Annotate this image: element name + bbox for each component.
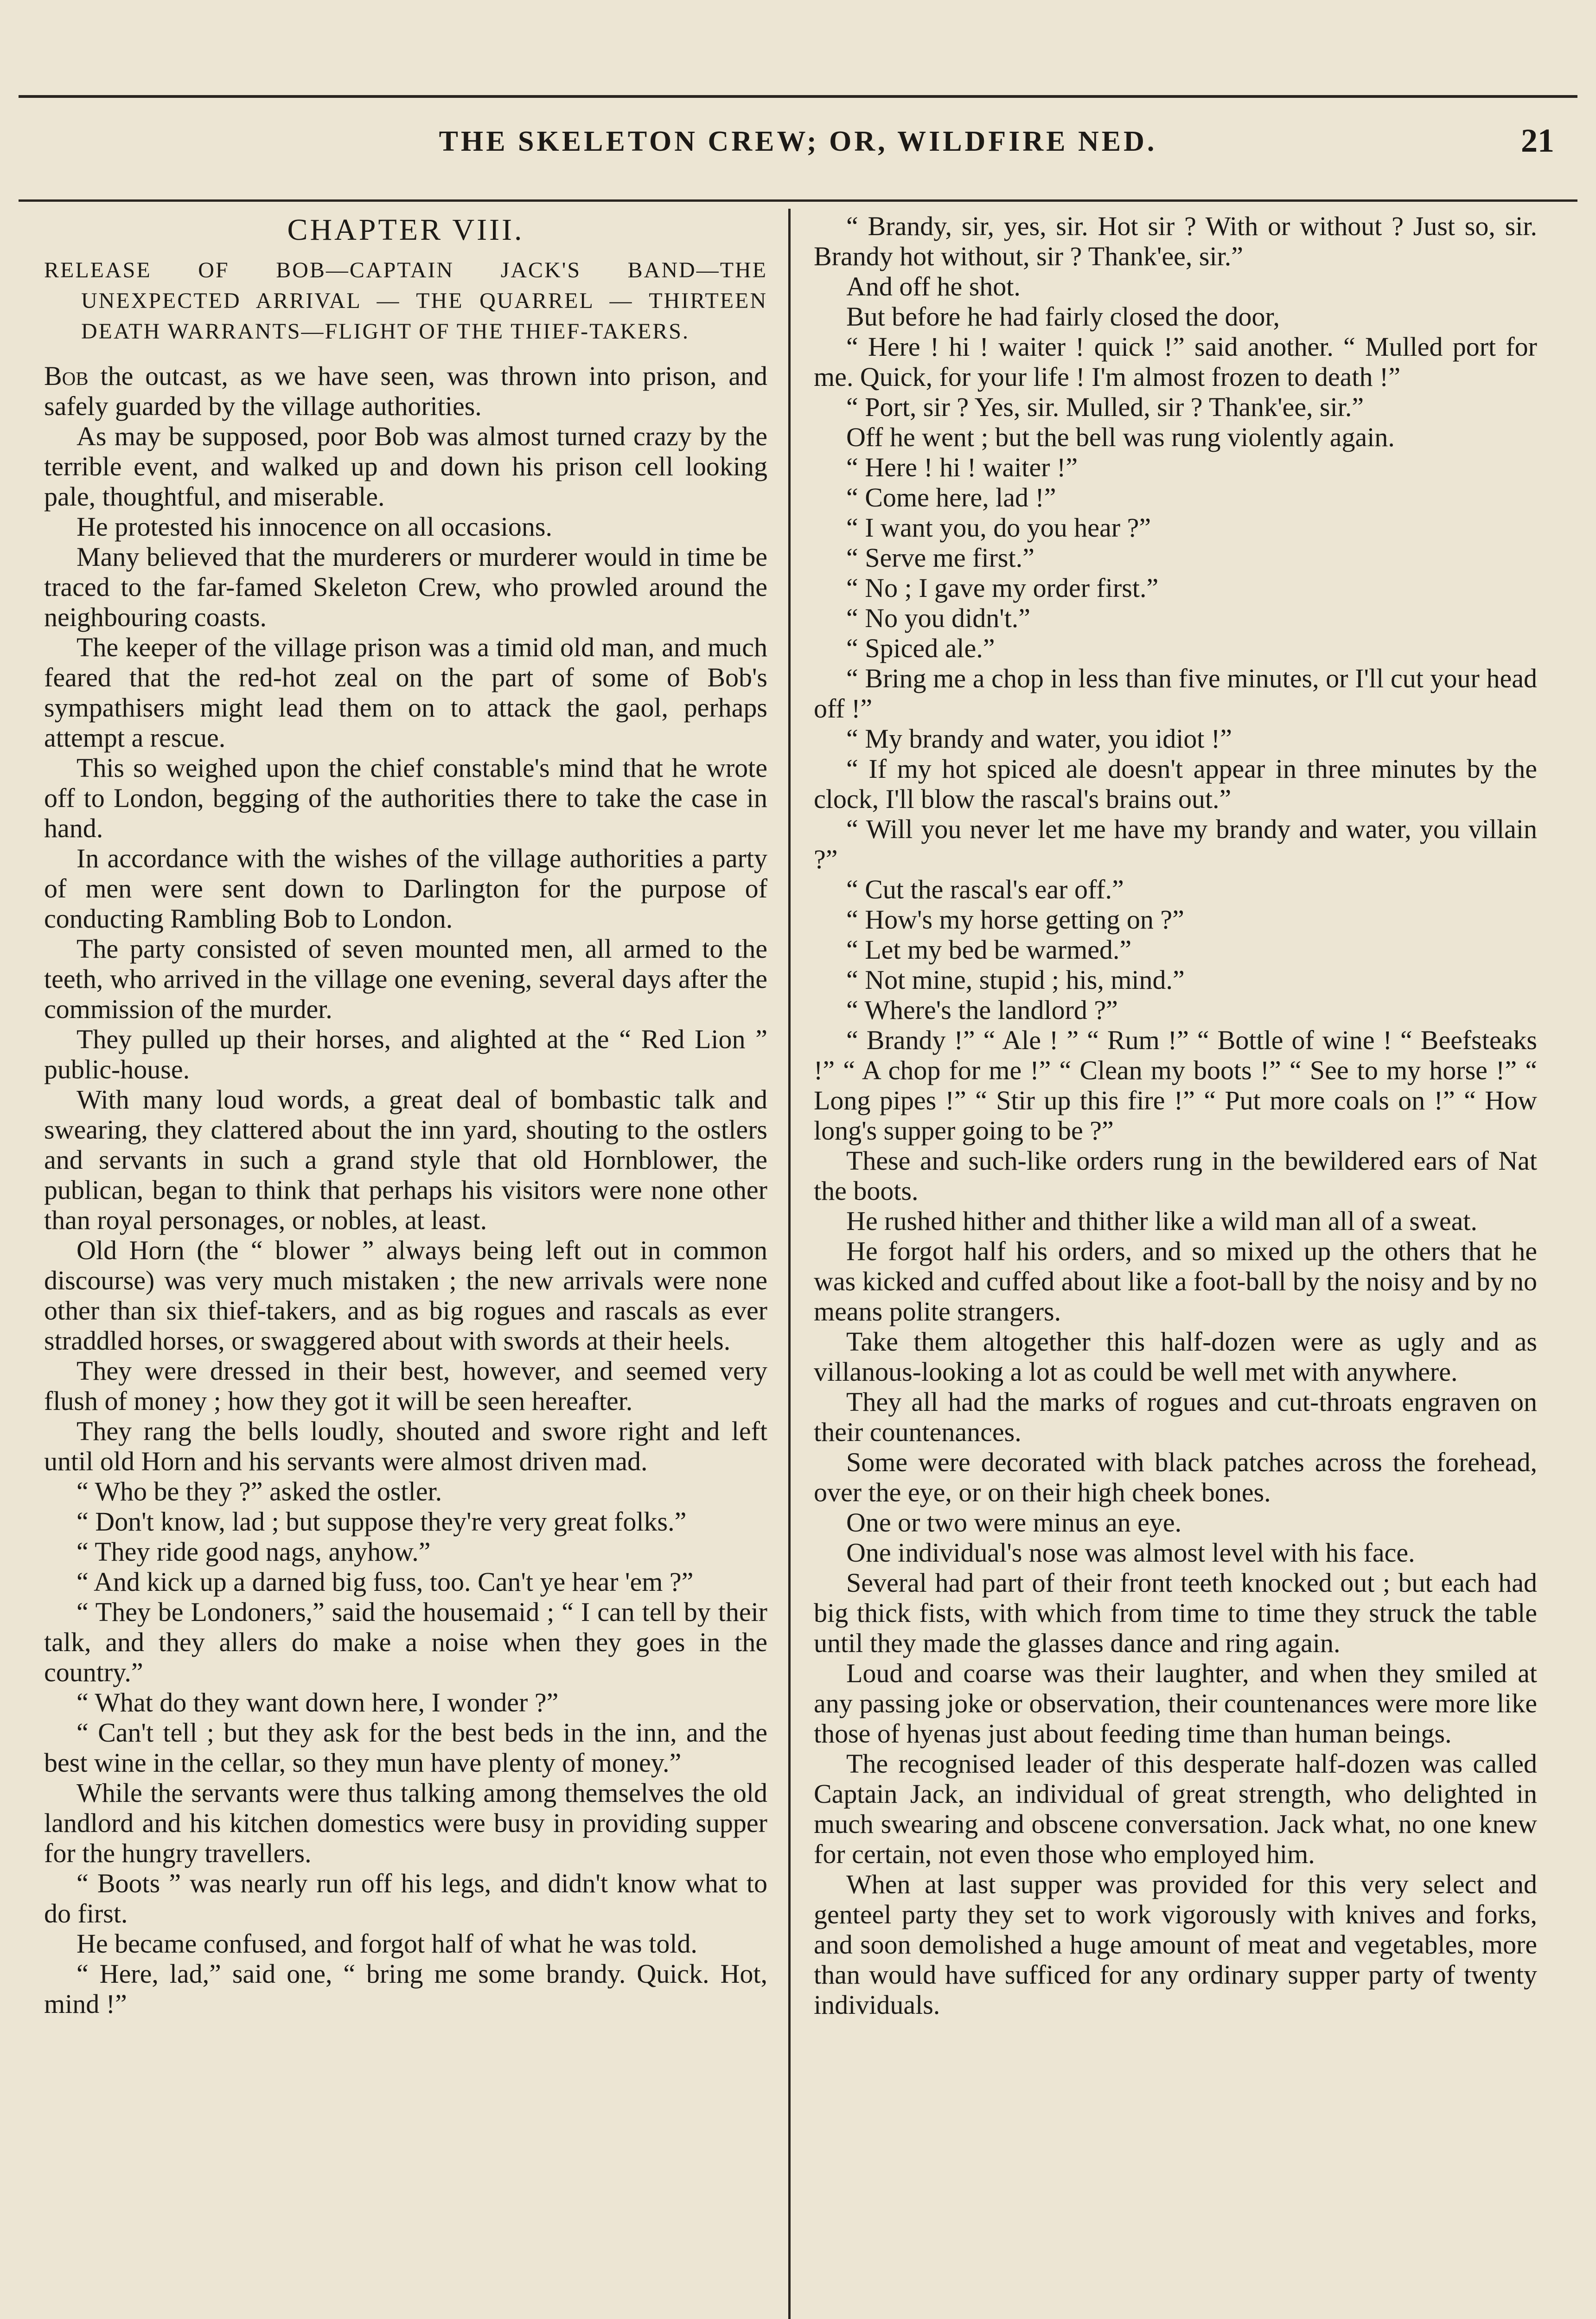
- left-paragraphs: [44, 421, 767, 2019]
- paragraph: “ Brandy, sir, yes, sir. Hot sir ? With or without ? Just so, sir. Brandy hot without, sir ? Thank'ee, sir.”: [814, 211, 1537, 271]
- paragraph: “ Boots ” was nearly run off his legs, and didn't know what to do first.: [44, 1868, 767, 1928]
- paragraph: Off he went ; but the bell was rung violently again.: [846, 422, 1395, 452]
- left-column: [44, 211, 767, 2019]
- paragraph: “ Spiced ale.”: [846, 633, 995, 663]
- paragraph: “ My brandy and water, you idiot !”: [846, 724, 1232, 754]
- paragraph: “ Don't know, lad ; but suppose they're very great folks.”: [77, 1506, 687, 1537]
- paragraph: They pulled up their horses, and alighted at the “ Red Lion ” public-house.: [44, 1024, 767, 1084]
- right-column: [814, 211, 1537, 2020]
- column-divider: [788, 209, 791, 2319]
- paragraph: These and such-like orders rung in the bewildered ears of Nat the boots.: [814, 1146, 1537, 1206]
- paragraph: This so weighed upon the chief constable's mind that he wrote off to London, begging of the authorities there to take the case in hand.: [44, 753, 767, 843]
- paragraph: “ Will you never let me have my brandy and water, you villain ?”: [814, 814, 1537, 874]
- paragraph: “ Brandy !” “ Ale ! ” “ Rum !” “ Bottle of wine ! “ Beefsteaks !” “ A chop for me !” “ Clean my boots !” “ See to my horse !” “ Long pipes !” “ Stir up this fire !” “ Put more coals on !” “ How long's supper going to be ?”: [814, 1025, 1537, 1146]
- paragraph: “ I want you, do you hear ?”: [846, 512, 1151, 543]
- chapter-title: CHAPTER VIII.: [287, 213, 524, 247]
- paragraph: “ Here ! hi ! waiter !”: [846, 452, 1078, 482]
- paragraph: “ Let my bed be warmed.”: [846, 935, 1132, 965]
- paragraph: “ No you didn't.”: [846, 603, 1031, 633]
- paragraph: “ How's my horse getting on ?”: [846, 904, 1184, 935]
- chapter-synopsis: RELEASE OF BOB—CAPTAIN JACK'S BAND—THE UNEXPECTED ARRIVAL — THE QUARREL — THIRTEEN DEATH WARRANTS—FLIGHT OF THE THIEF-TAKERS.: [44, 258, 767, 344]
- paragraph: “ Who be they ?” asked the ostler.: [77, 1476, 442, 1506]
- paragraph: “ They ride good nags, anyhow.”: [77, 1537, 431, 1567]
- paragraph: With many loud words, a great deal of bombastic talk and swearing, they clattered about the inn yard, shouting to the ostlers and servants in such a grand style that old Hornblower, the publican, began to think that perhaps his visitors were none other than royal personages, or nobles, at least.: [44, 1084, 767, 1235]
- paragraph: The recognised leader of this desperate half-dozen was called Captain Jack, an individual of great strength, who delighted in much swearing and obscene conversation. Jack what, no one knew for certain, not even those who employed him.: [814, 1749, 1537, 1869]
- paragraph: “ Here ! hi ! waiter ! quick !” said another. “ Mulled port for me. Quick, for your life ! I'm almost frozen to death !”: [814, 332, 1537, 392]
- paragraph: Old Horn (the “ blower ” always being left out in common discourse) was very much mistaken ; the new arrivals were none other than six thief-takers, and as big rogues and rascals as ever straddled horses, or swaggered about with swords at their heels.: [44, 1235, 767, 1356]
- paragraph: “ If my hot spiced ale doesn't appear in three minutes by the clock, I'll blow the rascal's brains out.”: [814, 754, 1537, 814]
- paragraph: “ Port, sir ? Yes, sir. Mulled, sir ? Thank'ee, sir.”: [846, 392, 1364, 422]
- paragraph: But before he had fairly closed the door,: [846, 301, 1280, 332]
- right-paragraphs: [814, 211, 1537, 2020]
- paragraph: “ Here, lad,” said one, “ bring me some brandy. Quick. Hot, mind !”: [44, 1959, 767, 2019]
- paragraph: They were dressed in their best, however, and seemed very flush of money ; how they got it will be seen hereafter.: [44, 1356, 767, 1416]
- opening-text: the outcast, as we have seen, was thrown into prison, and safely guarded by the village authorities.: [44, 361, 767, 421]
- paragraph: “ Serve me first.”: [846, 543, 1034, 573]
- header-rule-top: [19, 95, 1577, 98]
- paragraph: One or two were minus an eye.: [846, 1507, 1182, 1537]
- running-head: THE SKELETON CREW; OR, WILDFIRE NED.: [439, 126, 1157, 157]
- opening-word: Bob: [44, 361, 89, 391]
- opening-paragraph: [44, 361, 767, 421]
- paragraph: He forgot half his orders, and so mixed up the others that he was kicked and cuffed about like a foot-ball by the noisy and by no means polite strangers.: [814, 1236, 1537, 1326]
- paragraph: They rang the bells loudly, shouted and swore right and left until old Horn and his servants were almost driven mad.: [44, 1416, 767, 1476]
- paragraph: “ Cut the rascal's ear off.”: [846, 874, 1124, 904]
- paragraph: “ Not mine, stupid ; his, mind.”: [846, 965, 1185, 995]
- paragraph: Some were decorated with black patches across the forehead, over the eye, or on their high cheek bones.: [814, 1447, 1537, 1507]
- paragraph: He became confused, and forgot half of what he was told.: [77, 1928, 697, 1959]
- paragraph: The keeper of the village prison was a timid old man, and much feared that the red-hot zeal on the part of some of Bob's sympathisers might lead them on to attack the gaol, perhaps attempt a rescue.: [44, 632, 767, 753]
- paragraph: Several had part of their front teeth knocked out ; but each had big thick fists, with which from time to time they struck the table until they made the glasses dance and ring again.: [814, 1568, 1537, 1658]
- paragraph: And off he shot.: [846, 271, 1021, 301]
- paragraph: In accordance with the wishes of the village authorities a party of men were sent down to Darlington for the purpose of conducting Rambling Bob to London.: [44, 843, 767, 934]
- paragraph: He protested his innocence on all occasions.: [77, 512, 552, 542]
- paragraph: One individual's nose was almost level with his face.: [846, 1537, 1415, 1568]
- paragraph: “ What do they want down here, I wonder ?”: [77, 1687, 559, 1717]
- paragraph: “ And kick up a darned big fuss, too. Can't ye hear 'em ?”: [77, 1567, 694, 1597]
- paragraph: They all had the marks of rogues and cut-throats engraven on their countenances.: [814, 1387, 1537, 1447]
- page-number: 21: [1521, 122, 1554, 159]
- paragraph: When at last supper was provided for this very select and genteel party they set to work vigorously with knives and forks, and soon demolished a huge amount of meat and vegetables, more than would have sufficed for any ordinary supper party of twenty individuals.: [814, 1869, 1537, 2020]
- paragraph: As may be supposed, poor Bob was almost turned crazy by the terrible event, and walked up and down his prison cell looking pale, thoughtful, and miserable.: [44, 421, 767, 512]
- paragraph: “ They be Londoners,” said the housemaid ; “ I can tell by their talk, and they allers do make a noise when they goes in the country.”: [44, 1597, 767, 1687]
- paragraph: Loud and coarse was their laughter, and when they smiled at any passing joke or observation, their countenances were more like those of hyenas just about feeding time than human beings.: [814, 1658, 1537, 1749]
- paragraph: “ Where's the landlord ?”: [846, 995, 1118, 1025]
- paragraph: “ Bring me a chop in less than five minutes, or I'll cut your head off !”: [814, 663, 1537, 724]
- paragraph: Take them altogether this half-dozen were as ugly and as villanous-looking a lot as could be well met with anywhere.: [814, 1326, 1537, 1387]
- header-rule-bottom: [19, 199, 1577, 202]
- paragraph: He rushed hither and thither like a wild man all of a sweat.: [846, 1206, 1477, 1236]
- paragraph: “ No ; I gave my order first.”: [846, 573, 1159, 603]
- paragraph: “ Come here, lad !”: [846, 482, 1056, 512]
- paragraph: The party consisted of seven mounted men, all armed to the teeth, who arrived in the village one evening, several days after the commission of the murder.: [44, 934, 767, 1024]
- paragraph: Many believed that the murderers or murderer would in time be traced to the far-famed Skeleton Crew, who prowled around the neighbouring coasts.: [44, 542, 767, 632]
- paragraph: “ Can't tell ; but they ask for the best beds in the inn, and the best wine in the cellar, so they mun have plenty of money.”: [44, 1717, 767, 1778]
- paragraph: While the servants were thus talking among themselves the old landlord and his kitchen domestics were busy in providing supper for the hungry travellers.: [44, 1778, 767, 1868]
